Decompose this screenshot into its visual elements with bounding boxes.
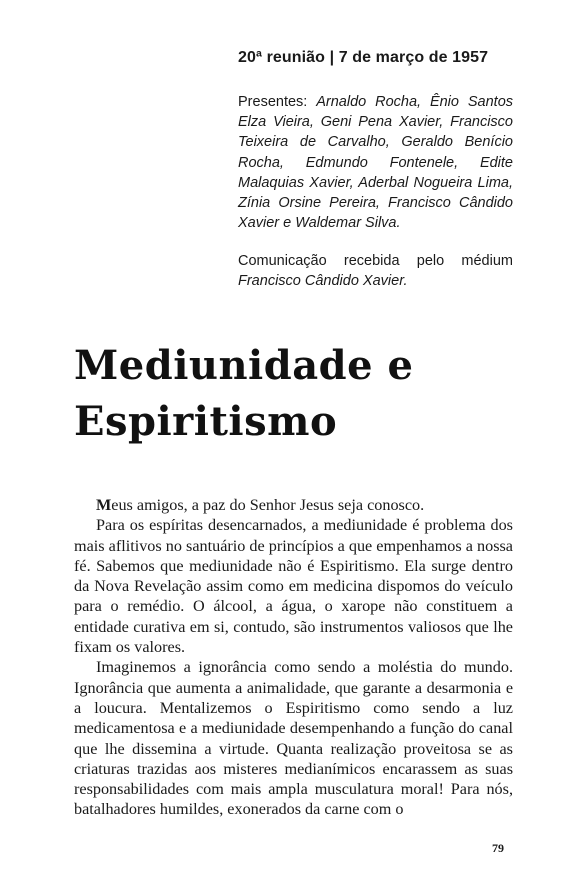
- attendees-label: Presentes:: [238, 94, 317, 110]
- paragraph-1: [74, 495, 513, 515]
- attendees-list: [238, 92, 513, 233]
- body-text: [74, 495, 513, 820]
- page-number: 79: [492, 841, 504, 855]
- communication-note: [238, 251, 513, 291]
- chapter-title-line1: Mediunidade e: [74, 342, 414, 389]
- paragraph-3: Imaginemos a ignorância como sendo a moléstia do mundo. Ignorância que aumenta a animalidade, que garante a desarmonia e a loucura. Mentalizemos o Espiritismo como sendo a luz medicamentosa e a mediunidade desempenhando a função do canal que lhe dissemina a virtude. Quanta realização proveitosa se as criaturas trazidas aos misteres medianímicos encarassem as suas responsabilidades com mais ampla musculatura moral! Para nós, batalhadores humildes, exonerados da carne com o: [74, 658, 513, 819]
- dropcap-letter: M: [96, 496, 112, 514]
- medium-name: Francisco Cândido Xavier.: [238, 273, 408, 290]
- paragraph-1-text: eus amigos, a paz do Senhor Jesus seja conosco.: [111, 496, 425, 514]
- paragraph-2: Para os espíritas desencarnados, a mediunidade é problema dos mais aflitivos no santuário de princípios a que empenhamos a nossa fé. Sabemos que mediunidade não é Espiritismo. Ela surge dentro da Nova Revelação assim como em medicina dispomos do veículo para o remédio. O álcool, a água, o xarope não constituem a entidade curativa em si, contudo, são instrumentos valiosos que lhe fixam os valores.: [74, 516, 513, 657]
- attendees-names: Arnaldo Rocha, Ênio Santos Elza Vieira, Geni Pena Xavier, Francisco Teixeira de Carvalho, Geraldo Benício Rocha, Edmundo Fontenele, Edite Malaquias Xavier, Aderbal Nogueira Lima, Zínia Orsine Pereira, Francisco Cândido Xavier e Waldemar Silva.: [238, 94, 514, 232]
- chapter-title-line2: Espiritismo: [74, 398, 338, 445]
- communication-text: Comunicação recebida pelo médium: [238, 253, 513, 269]
- meeting-header: 20ª reunião | 7 de março de 1957: [238, 49, 489, 66]
- chapter-title: [74, 338, 524, 450]
